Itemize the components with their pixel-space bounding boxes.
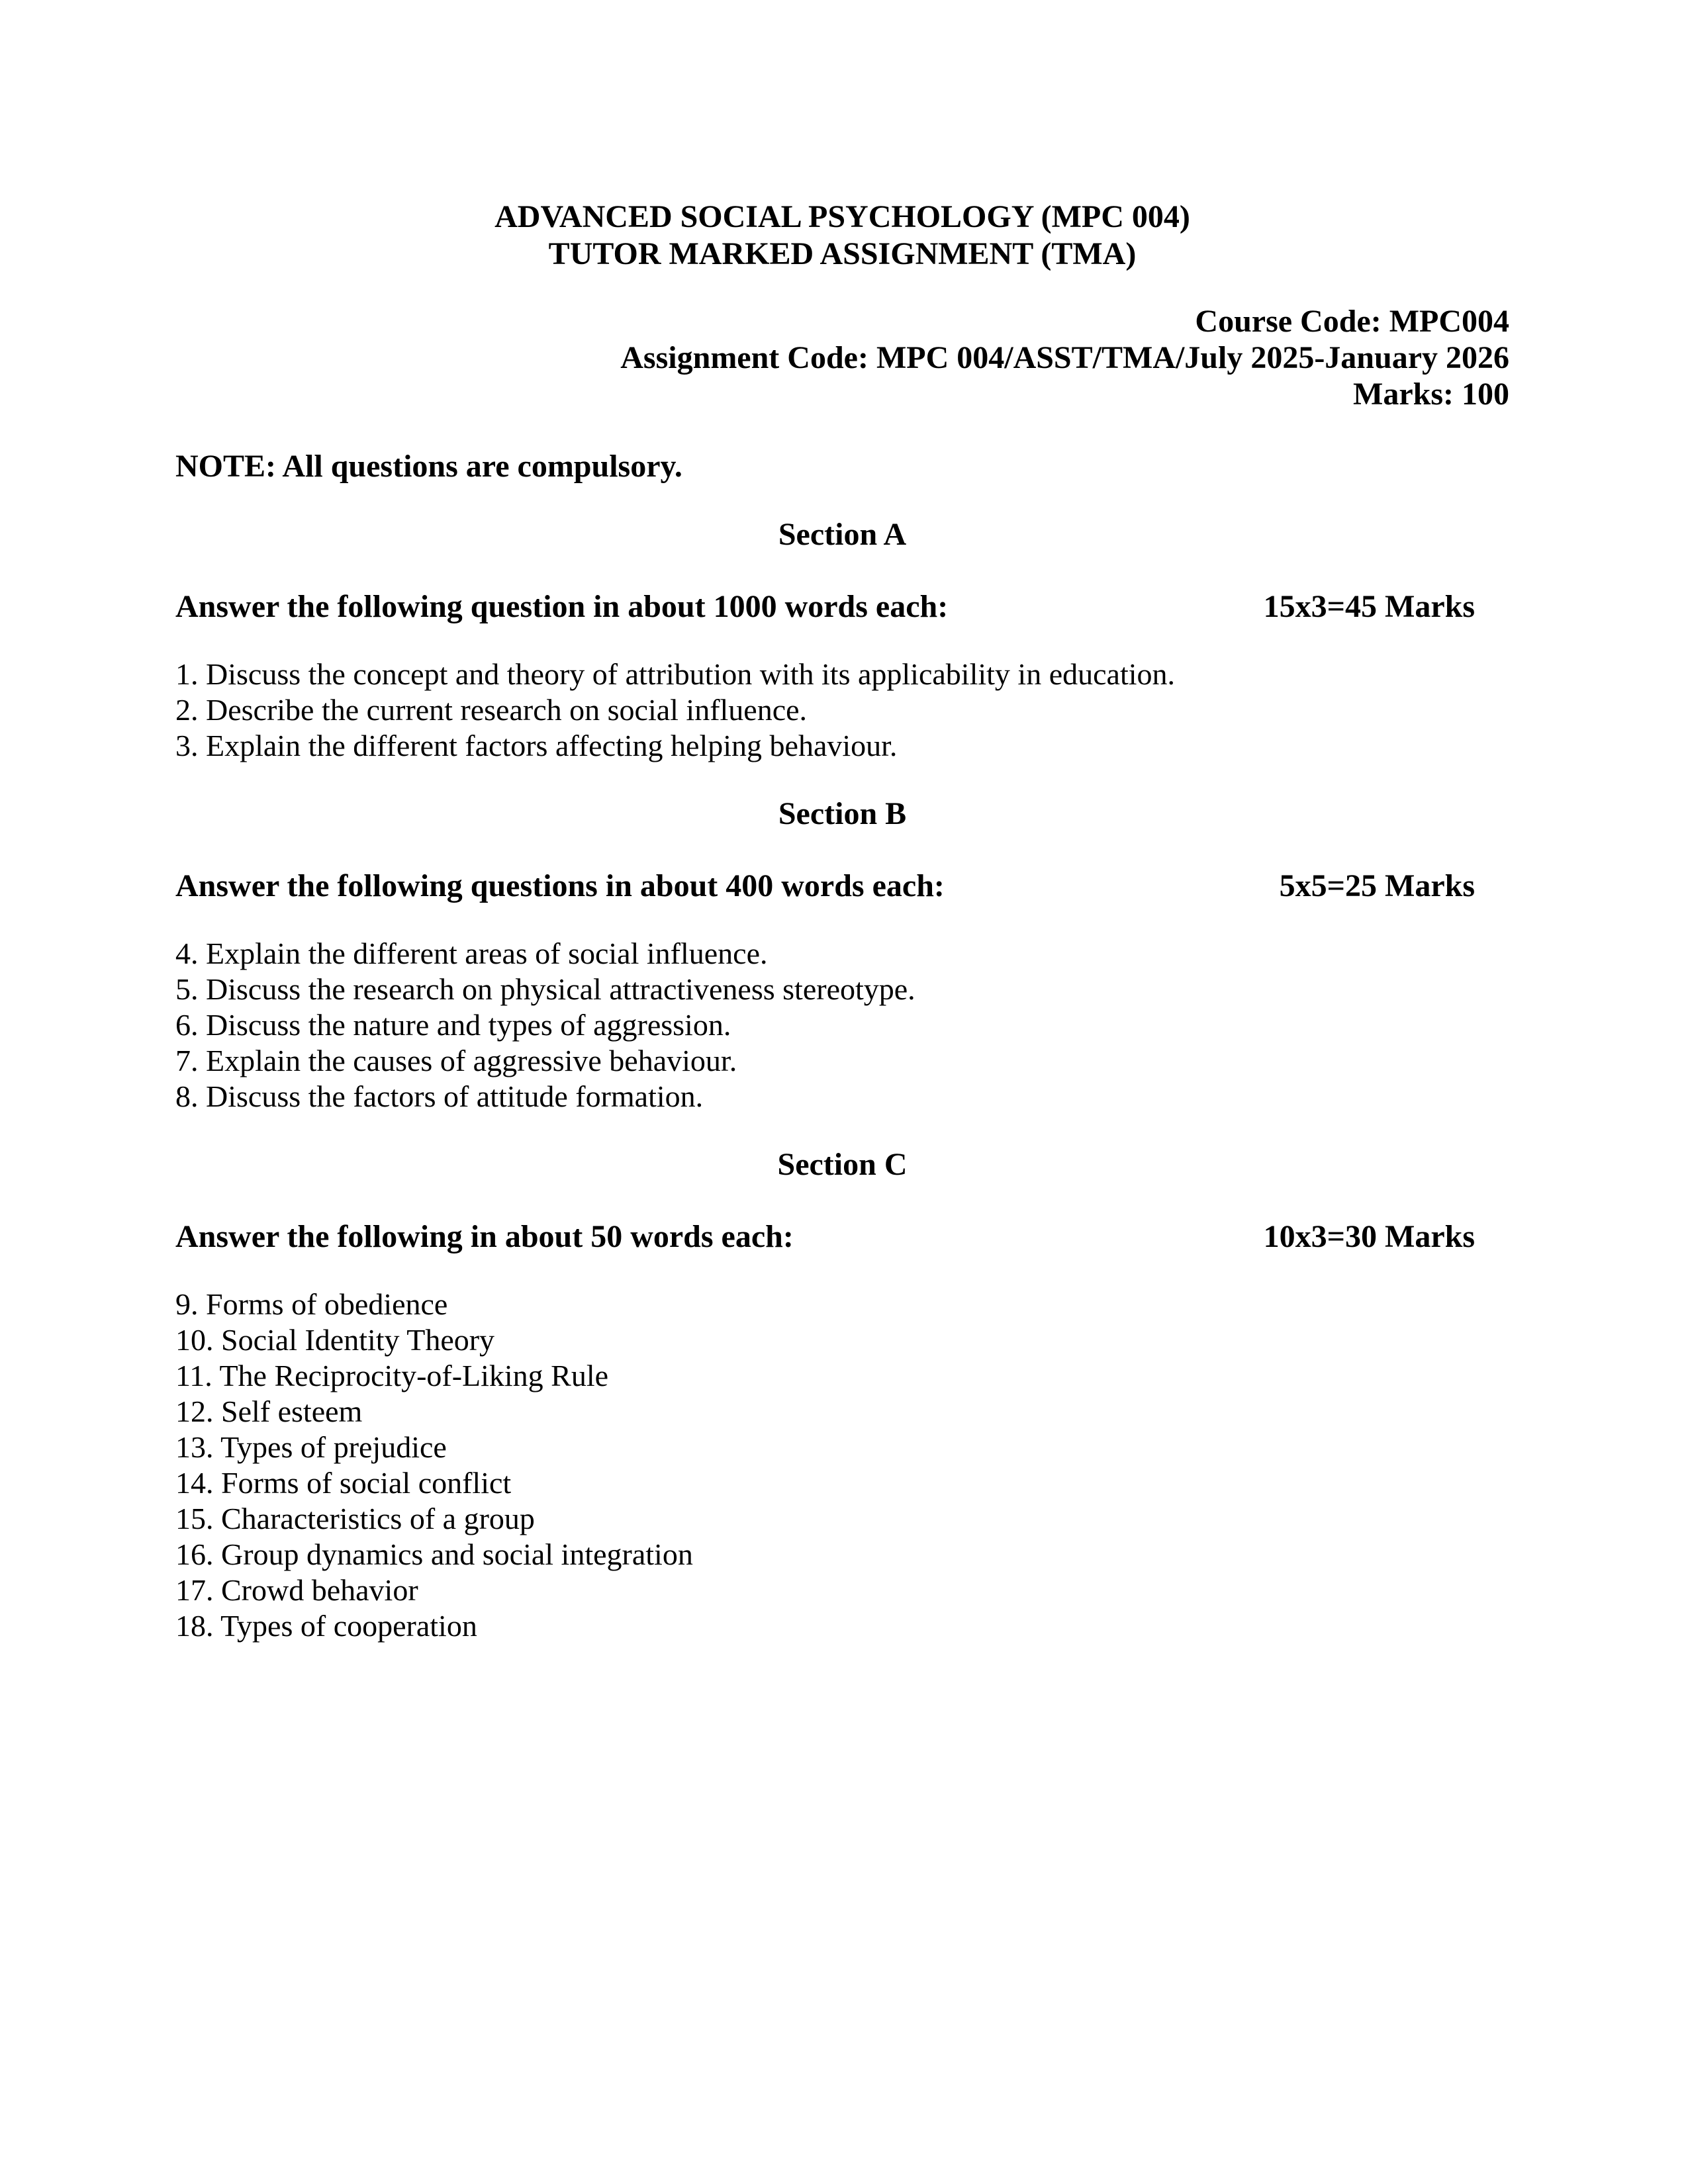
question-10: 10. Social Identity Theory [175,1323,495,1357]
section-a-questions [175,657,1509,764]
section-a-marks: 15x3=45 Marks [1263,589,1475,624]
document-title-line1: ADVANCED SOCIAL PSYCHOLOGY (MPC 004) [494,199,1190,234]
section-b-questions [175,936,1509,1115]
question-3: 3. Explain the different factors affecting helping behaviour. [175,729,898,762]
question-4: 4. Explain the different areas of social influence. [175,936,768,970]
section-a-instruction-row [175,588,1509,625]
compulsory-note: NOTE: All questions are compulsory. [175,449,682,484]
section-b-instruction-row [175,868,1509,904]
section-b-heading: Section B [778,796,907,831]
question-11: 11. The Reciprocity-of-Liking Rule [175,1359,609,1392]
section-c-marks: 10x3=30 Marks [1263,1219,1475,1254]
question-16: 16. Group dynamics and social integration [175,1537,693,1571]
question-17: 17. Crowd behavior [175,1573,418,1607]
section-c-heading: Section C [777,1147,908,1182]
section-c-instruction-row [175,1218,1509,1255]
question-18: 18. Types of cooperation [175,1609,477,1643]
section-b-instruction: Answer the following questions in about 400 words each: [175,868,945,903]
section-a-heading: Section A [778,517,907,552]
question-2: 2. Describe the current research on social influence. [175,693,808,727]
question-15: 15. Characteristics of a group [175,1502,535,1535]
question-7: 7. Explain the causes of aggressive behaviour. [175,1044,737,1077]
document-title [175,199,1509,273]
section-c-instruction: Answer the following in about 50 words each: [175,1219,794,1254]
question-12: 12. Self esteem [175,1394,363,1428]
question-9: 9. Forms of obedience [175,1287,448,1321]
document-title-line2: TUTOR MARKED ASSIGNMENT (TMA) [548,236,1137,271]
question-13: 13. Types of prejudice [175,1430,447,1464]
question-5: 5. Discuss the research on physical attractiveness stereotype. [175,972,915,1006]
question-14: 14. Forms of social conflict [175,1466,512,1500]
total-marks: Marks: 100 [1353,377,1509,412]
section-a-instruction: Answer the following question in about 1000 words each: [175,589,949,624]
section-c-questions [175,1287,1509,1644]
section-b-marks: 5x5=25 Marks [1279,868,1475,903]
assignment-meta [175,303,1509,412]
question-1: 1. Discuss the concept and theory of attribution with its applicability in education. [175,657,1176,691]
question-6: 6. Discuss the nature and types of aggression. [175,1008,731,1042]
question-8: 8. Discuss the factors of attitude formation. [175,1079,704,1113]
assignment-code: Assignment Code: MPC 004/ASST/TMA/July 2025-January 2026 [620,340,1509,375]
course-code: Course Code: MPC004 [1195,304,1509,339]
